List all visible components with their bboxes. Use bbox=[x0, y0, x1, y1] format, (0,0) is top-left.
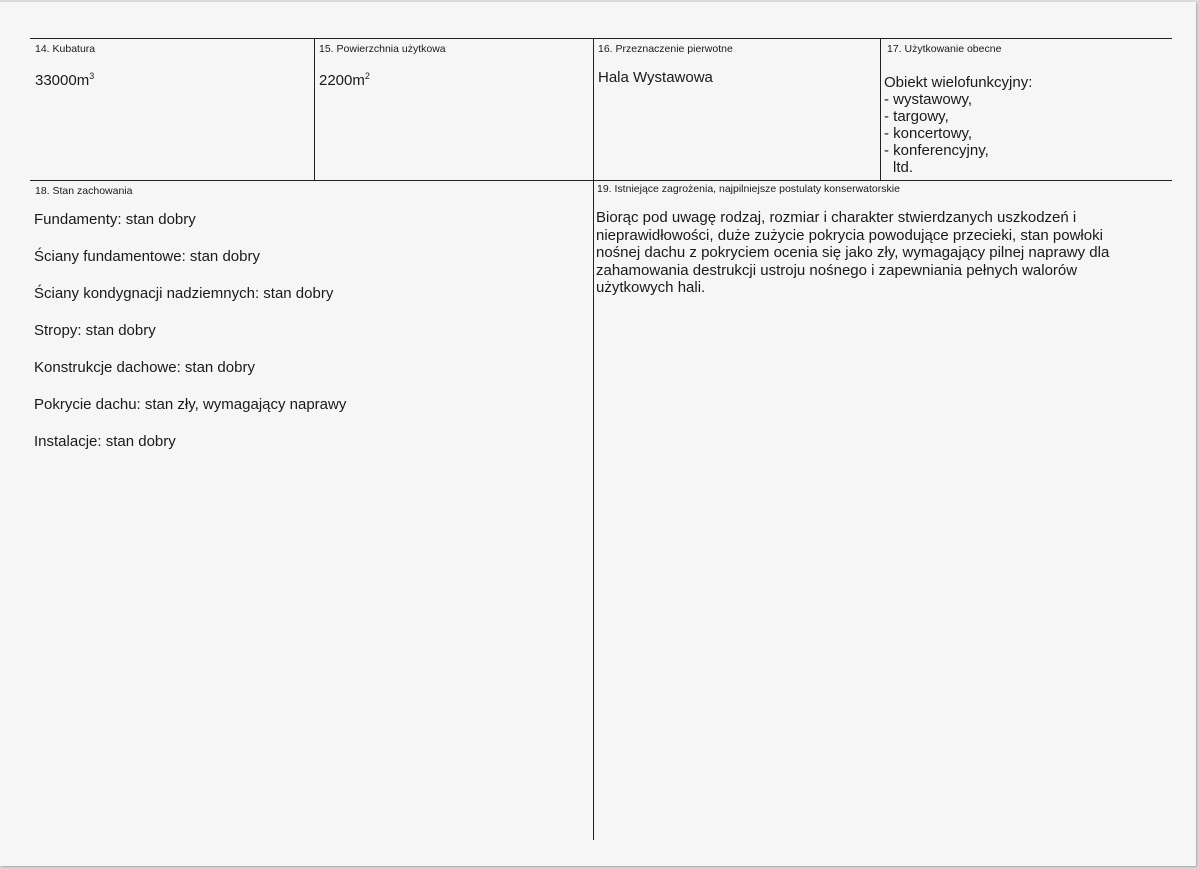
field-17-label: 17. Użytkowanie obecne bbox=[887, 43, 1002, 55]
field-14-value bbox=[35, 72, 94, 89]
paragraph-line: nieprawidłowości, duże zużycie pokrycia powodujące przecieki, stan powłoki bbox=[596, 226, 1103, 244]
list-item: - konferencyjny, bbox=[884, 142, 989, 159]
field-16-label: 16. Przeznaczenie pierwotne bbox=[598, 43, 733, 55]
divider-14-15 bbox=[314, 38, 315, 181]
middle-border bbox=[30, 180, 1172, 181]
list-item: - wystawowy, bbox=[884, 91, 973, 108]
top-border bbox=[30, 38, 1172, 39]
list-item: Fundamenty: stan dobry bbox=[34, 211, 196, 228]
kubatura-unit-exponent: 3 bbox=[89, 71, 95, 81]
list-item: - koncertowy, bbox=[884, 125, 973, 142]
list-item: Pokrycie dachu: stan zły, wymagający naprawy bbox=[34, 396, 347, 413]
powierzchnia-number: 2200m bbox=[319, 72, 365, 89]
list-item: Konstrukcje dachowe: stan dobry bbox=[34, 359, 255, 376]
divider-16-17 bbox=[880, 38, 881, 181]
divider-15-16-19 bbox=[593, 38, 594, 840]
list-item: Ściany fundamentowe: stan dobry bbox=[34, 248, 260, 265]
field-19-label: 19. Istniejące zagrożenia, najpilniejsze postulaty konserwatorskie bbox=[597, 183, 900, 195]
list-item: - targowy, bbox=[884, 108, 949, 125]
field-18-value bbox=[34, 210, 346, 469]
powierzchnia-unit-exponent: 2 bbox=[364, 71, 370, 81]
form-card bbox=[0, 2, 1196, 866]
paragraph-line: Biorąc pod uwagę rodzaj, rozmiar i charakter stwierdzanych uszkodzeń i bbox=[596, 209, 1077, 226]
field-15-label: 15. Powierzchnia użytkowa bbox=[319, 43, 446, 55]
field-14-label: 14. Kubatura bbox=[35, 43, 96, 55]
field-15-value bbox=[319, 72, 370, 89]
list-item: Instalacje: stan dobry bbox=[34, 433, 176, 450]
list-item: Stropy: stan dobry bbox=[34, 322, 156, 339]
list-item: Ściany kondygnacji nadziemnych: stan dobry bbox=[34, 285, 334, 302]
paragraph-line: nośnej dachu z pokryciem ocenia się jako zły, wymagający pilnej naprawy dla bbox=[596, 244, 1110, 261]
field-16-value: Hala Wystawowa bbox=[598, 69, 713, 86]
paragraph-line: użytkowych hali. bbox=[596, 279, 706, 296]
uzytkowanie-title: Obiekt wielofunkcyjny: bbox=[884, 74, 1033, 91]
field-18-label: 18. Stan zachowania bbox=[35, 185, 133, 197]
field-17-value bbox=[884, 74, 1032, 176]
list-item: ltd. bbox=[893, 159, 914, 176]
field-19-value bbox=[596, 209, 1156, 297]
paragraph-line: zahamowania destrukcji ustroju nośnego i zapewniania pełnych walorów bbox=[596, 261, 1078, 279]
kubatura-number: 33000m bbox=[35, 72, 90, 89]
